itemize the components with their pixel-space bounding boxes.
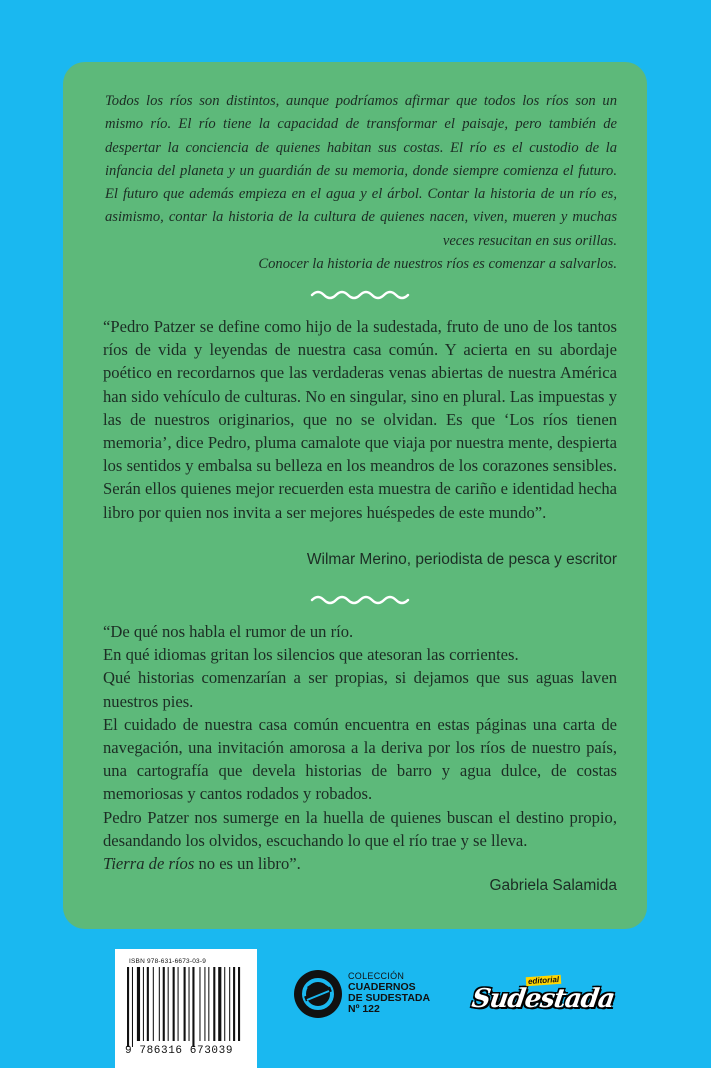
- collection-number: Nº 122: [348, 1003, 380, 1015]
- signature-merino: Wilmar Merino, periodista de pesca y escritor: [306, 551, 617, 568]
- book-title: Tierra de ríos: [103, 854, 195, 874]
- publisher-label: editorial: [527, 974, 560, 987]
- barcode: [115, 949, 257, 1068]
- isbn-label: ISBN 978-631-6673-03-9: [129, 958, 207, 965]
- intro-text: [105, 90, 617, 276]
- publisher-name: Sudestada: [469, 984, 617, 1014]
- quote-last-text: no es un libro”.: [194, 854, 301, 874]
- text-panel: [63, 62, 647, 929]
- collection-label: COLECCIÓN: [348, 971, 405, 981]
- barcode-digits: 9 786316 673039: [125, 1045, 234, 1057]
- collection-text: [348, 971, 430, 1015]
- quote-paragraph: “De qué nos habla el rumor de un río.: [103, 622, 354, 641]
- collection-name-2: DE SUDESTADA: [348, 992, 431, 1004]
- quote-paragraph: Qué historias comenzarían a ser propias, si dejamos que sus aguas laven nuestros pies.: [103, 668, 617, 711]
- quote-paragraph: Pedro Patzer nos sumerge en la huella de quienes buscan el destino propio, desandando los olvidos, escuchando lo que el río trae y se lleva.: [103, 807, 617, 850]
- quote-paragraph: En qué idiomas gritan los silencios que atesoran las corrientes.: [103, 645, 519, 665]
- publisher-logo: [469, 974, 617, 1020]
- intro-paragraph: Todos los ríos son distintos, aunque podríamos afirmar que todos los ríos son un mismo río. El río tiene la capacidad de transformar el paisaje, pero también de despertar la conciencia de quienes habitan sus costas. El río es el custodio de la infancia del planeta y un guardián de su memoria, donde siempre comienza el futuro. El futuro que además empieza en el agua y el árbol. Contar la historia de un río es, asimismo, contar la historia de la cultura de quienes nacen, viven, mueren y muchas veces resucitan en sus orillas.: [105, 93, 617, 249]
- quote-merino: [103, 315, 617, 524]
- wave-ornament-icon: [310, 287, 410, 301]
- signature-salamida: Gabriela Salamida: [489, 877, 617, 894]
- collection-logo-icon: [293, 969, 343, 1019]
- wave-ornament-icon: [310, 592, 410, 606]
- barcode-bars-icon: [127, 967, 245, 1047]
- quote-paragraph: El cuidado de nuestra casa común encuentra en estas páginas una carta de navegación, una invitación amorosa a la deriva por los ríos de nuestro país, una cartografía que devela historias de barro y agua dulce, de costas memoriosas y cantos rodados y robados.: [103, 714, 617, 804]
- quote-merino-text: “Pedro Patzer se define como hijo de la sudestada, fruto de uno de los tantos ríos de vida y leyendas de nuestra casa común. Y acierta en su abordaje poético en recordarnos que las verdaderas venas abiertas de nuestra América han sido vehículo de culturas. No en singular, sino en plural. Las impuestas y las de nuestros originarios, que no se olvidan. Es que ‘Los ríos tienen memoria’, dice Pedro, pluma camalote que viaja por nuestra mente, despierta los sentidos y embalsa su belleza en los meandros de los corazones sensibles. Serán ellos quienes mejor recuerden esta muestra de cariño e identidad hecha libro por quien nos invita a ser mejores huéspedes de este mundo”.: [103, 317, 617, 522]
- intro-closing-line: Conocer la historia de nuestros ríos es comenzar a salvarlos.: [258, 256, 617, 273]
- quote-salamida: [103, 620, 617, 875]
- quote-last-paragraph: [103, 852, 617, 875]
- collection-name-1: CUADERNOS: [348, 981, 416, 993]
